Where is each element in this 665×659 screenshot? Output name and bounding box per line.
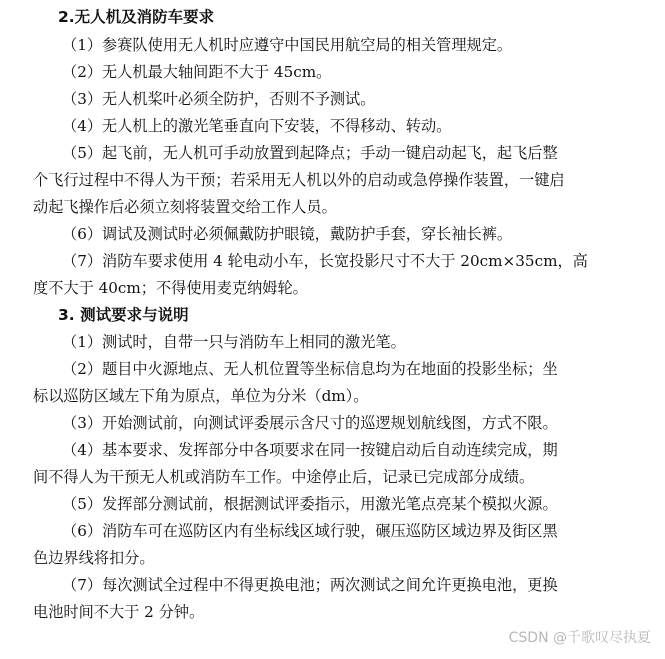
section-2-item-2: （2）无人机最大轴间距不大于 45cm。 (62, 63, 332, 81)
section-3-item-7-line-2: 电池时间不大于 2 分钟。 (33, 603, 205, 621)
section-2-item-5-line-1: （5）起飞前，无人机可手动放置到起降点；手动一键启动起飞，起飞后整 (62, 144, 558, 162)
section-2-item-1: （1）参赛队使用无人机时应遵守中国民用航空局的相关管理规定。 (62, 36, 513, 54)
section-2-heading: 2.无人机及消防车要求 (58, 8, 215, 26)
section-3-item-6-line-1: （6）消防车可在巡防区内有坐标线区域行驶，碾压巡防区域边界及街区黑 (62, 522, 558, 540)
section-3-item-5: （5）发挥部分测试前，根据测试评委指示，用激光笔点亮某个模拟火源。 (62, 495, 558, 513)
section-2-item-5-line-2: 个飞行过程中不得人为干预；若采用无人机以外的启动或急停操作装置，一键启 (33, 171, 565, 189)
section-3-item-1: （1）测试时，自带一只与消防车上相同的激光笔。 (62, 333, 406, 351)
section-3-item-3: （3）开始测试前，向测试评委展示含尺寸的巡逻规划航线图，方式不限。 (62, 414, 558, 432)
section-3-item-7-line-1: （7）每次测试全过程中不得更换电池；两次测试之间允许更换电池，更换 (62, 576, 558, 594)
section-3-heading: 3. 测试要求与说明 (58, 306, 189, 324)
section-3-item-2-line-2: 标以巡防区域左下角为原点，单位为分米（dm）。 (33, 387, 369, 405)
section-3-item-2-line-1: （2）题目中火源地点、无人机位置等坐标信息均为在地面的投影坐标；坐 (62, 360, 558, 378)
section-2-item-7-line-1: （7）消防车要求使用 4 轮电动小车，长宽投影尺寸不大于 20cm×35cm，高 (62, 252, 588, 270)
section-3-item-6-line-2: 色边界线将扣分。 (33, 549, 155, 567)
section-2-item-6: （6）调试及测试时必须佩戴防护眼镜，戴防护手套，穿长袖长裤。 (62, 225, 513, 243)
csdn-watermark: CSDN @千歌叹尽执夏 (508, 630, 651, 646)
section-3-item-4-line-2: 间不得人为干预无人机或消防车工作。中途停止后，记录已完成部分成绩。 (33, 468, 535, 486)
section-2-item-4: （4）无人机上的激光笔垂直向下安装，不得移动、转动。 (62, 117, 452, 135)
section-2-item-3: （3）无人机桨叶必须全防护，否则不予测试。 (62, 90, 376, 108)
section-2-item-7-line-2: 度不大于 40cm；不得使用麦克纳姆轮。 (33, 279, 308, 297)
section-2-item-5-line-3: 动起飞操作后必须立刻将装置交给工作人员。 (33, 198, 337, 216)
section-3-item-4-line-1: （4）基本要求、发挥部分中各项要求在同一按键启动后自动连续完成，期 (62, 441, 558, 459)
